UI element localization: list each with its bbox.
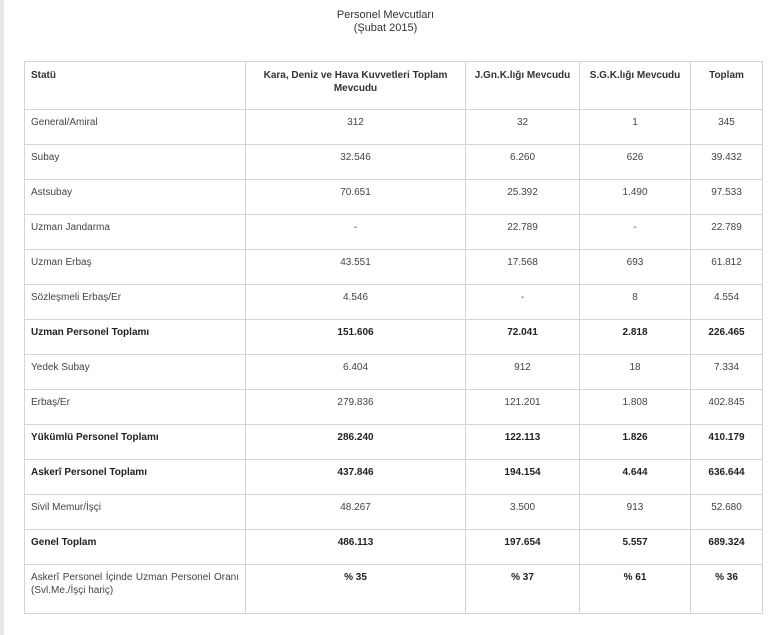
cell-value: 4.554 <box>691 285 763 320</box>
row-label: Askerî Personel Toplamı <box>25 460 246 495</box>
cell-value: 226.465 <box>691 320 763 355</box>
table-row-grand-total <box>25 530 763 565</box>
table-row <box>25 285 763 320</box>
cell-value: 1.826 <box>580 425 691 460</box>
table-row <box>25 390 763 425</box>
cell-value: 72.041 <box>466 320 580 355</box>
header-total: Toplam <box>691 62 763 110</box>
cell-value: 8 <box>580 285 691 320</box>
cell-value: 43.551 <box>246 250 466 285</box>
cell-value: 97.533 <box>691 180 763 215</box>
cell-value: 312 <box>246 110 466 145</box>
cell-value: 345 <box>691 110 763 145</box>
cell-value: - <box>246 215 466 250</box>
cell-value: 22.789 <box>466 215 580 250</box>
table-row-subtotal <box>25 425 763 460</box>
table-row <box>25 495 763 530</box>
ratio-value: % 61 <box>580 565 691 614</box>
cell-value: 151.606 <box>246 320 466 355</box>
cell-value: - <box>466 285 580 320</box>
cell-value: 25.392 <box>466 180 580 215</box>
cell-value: 122.113 <box>466 425 580 460</box>
table-row <box>25 215 763 250</box>
caption-title: Personel Mevcutları <box>336 9 435 21</box>
cell-value: 52.680 <box>691 495 763 530</box>
table-row-ratio <box>25 565 763 614</box>
cell-value: 197.654 <box>466 530 580 565</box>
cell-value: 279.836 <box>246 390 466 425</box>
row-label: Uzman Personel Toplamı <box>25 320 246 355</box>
cell-value: 121.201 <box>466 390 580 425</box>
table-row <box>25 145 763 180</box>
caption-subtitle: (Şubat 2015) <box>353 22 418 34</box>
table-row <box>25 250 763 285</box>
cell-value: 4.546 <box>246 285 466 320</box>
cell-value: 5.557 <box>580 530 691 565</box>
cell-value: - <box>580 215 691 250</box>
cell-value: 61.812 <box>691 250 763 285</box>
cell-value: 402.845 <box>691 390 763 425</box>
cell-value: 3.500 <box>466 495 580 530</box>
cell-value: 410.179 <box>691 425 763 460</box>
personnel-table <box>24 61 763 614</box>
cell-value: 39.432 <box>691 145 763 180</box>
header-status: Statü <box>25 62 246 110</box>
row-label: Sivil Memur/İşçi <box>25 495 246 530</box>
table-caption <box>0 9 771 35</box>
cell-value: 437.846 <box>246 460 466 495</box>
table-row <box>25 355 763 390</box>
cell-value: 6.260 <box>466 145 580 180</box>
table-row-subtotal <box>25 460 763 495</box>
ratio-row-label: Askerî Personel İçinde Uzman Personel Oranı (Svl.Me./İşçi hariç) <box>25 565 246 614</box>
table-row <box>25 180 763 215</box>
header-jgnk: J.Gn.K.lığı Mevcudu <box>466 62 580 110</box>
cell-value: 1.808 <box>580 390 691 425</box>
cell-value: 194.154 <box>466 460 580 495</box>
cell-value: 7.334 <box>691 355 763 390</box>
row-label: Uzman Jandarma <box>25 215 246 250</box>
cell-value: 6.404 <box>246 355 466 390</box>
cell-value: 913 <box>580 495 691 530</box>
cell-value: 626 <box>580 145 691 180</box>
row-label: Astsubay <box>25 180 246 215</box>
row-label: Erbaş/Er <box>25 390 246 425</box>
row-label: Yedek Subay <box>25 355 246 390</box>
cell-value: 286.240 <box>246 425 466 460</box>
ratio-value: % 36 <box>691 565 763 614</box>
cell-value: 48.267 <box>246 495 466 530</box>
row-label: Uzman Erbaş <box>25 250 246 285</box>
cell-value: 636.644 <box>691 460 763 495</box>
table-header-row <box>25 62 763 110</box>
cell-value: 1.490 <box>580 180 691 215</box>
cell-value: 689.324 <box>691 530 763 565</box>
ratio-value: % 35 <box>246 565 466 614</box>
row-label: Genel Toplam <box>25 530 246 565</box>
cell-value: 2.818 <box>580 320 691 355</box>
cell-value: 32 <box>466 110 580 145</box>
header-sgk: S.G.K.lığı Mevcudu <box>580 62 691 110</box>
row-label: Subay <box>25 145 246 180</box>
ratio-value: % 37 <box>466 565 580 614</box>
cell-value: 4.644 <box>580 460 691 495</box>
cell-value: 22.789 <box>691 215 763 250</box>
cell-value: 32.546 <box>246 145 466 180</box>
cell-value: 912 <box>466 355 580 390</box>
row-label: General/Amiral <box>25 110 246 145</box>
cell-value: 70.651 <box>246 180 466 215</box>
cell-value: 693 <box>580 250 691 285</box>
page-left-border <box>0 0 4 635</box>
cell-value: 1 <box>580 110 691 145</box>
header-kkk-dzkk-hvkk: Kara, Deniz ve Hava Kuvvetleri Toplam Mevcudu <box>246 62 466 110</box>
cell-value: 486.113 <box>246 530 466 565</box>
table-row <box>25 110 763 145</box>
cell-value: 18 <box>580 355 691 390</box>
table-row-subtotal <box>25 320 763 355</box>
row-label: Yükümlü Personel Toplamı <box>25 425 246 460</box>
row-label: Sözleşmeli Erbaş/Er <box>25 285 246 320</box>
cell-value: 17.568 <box>466 250 580 285</box>
